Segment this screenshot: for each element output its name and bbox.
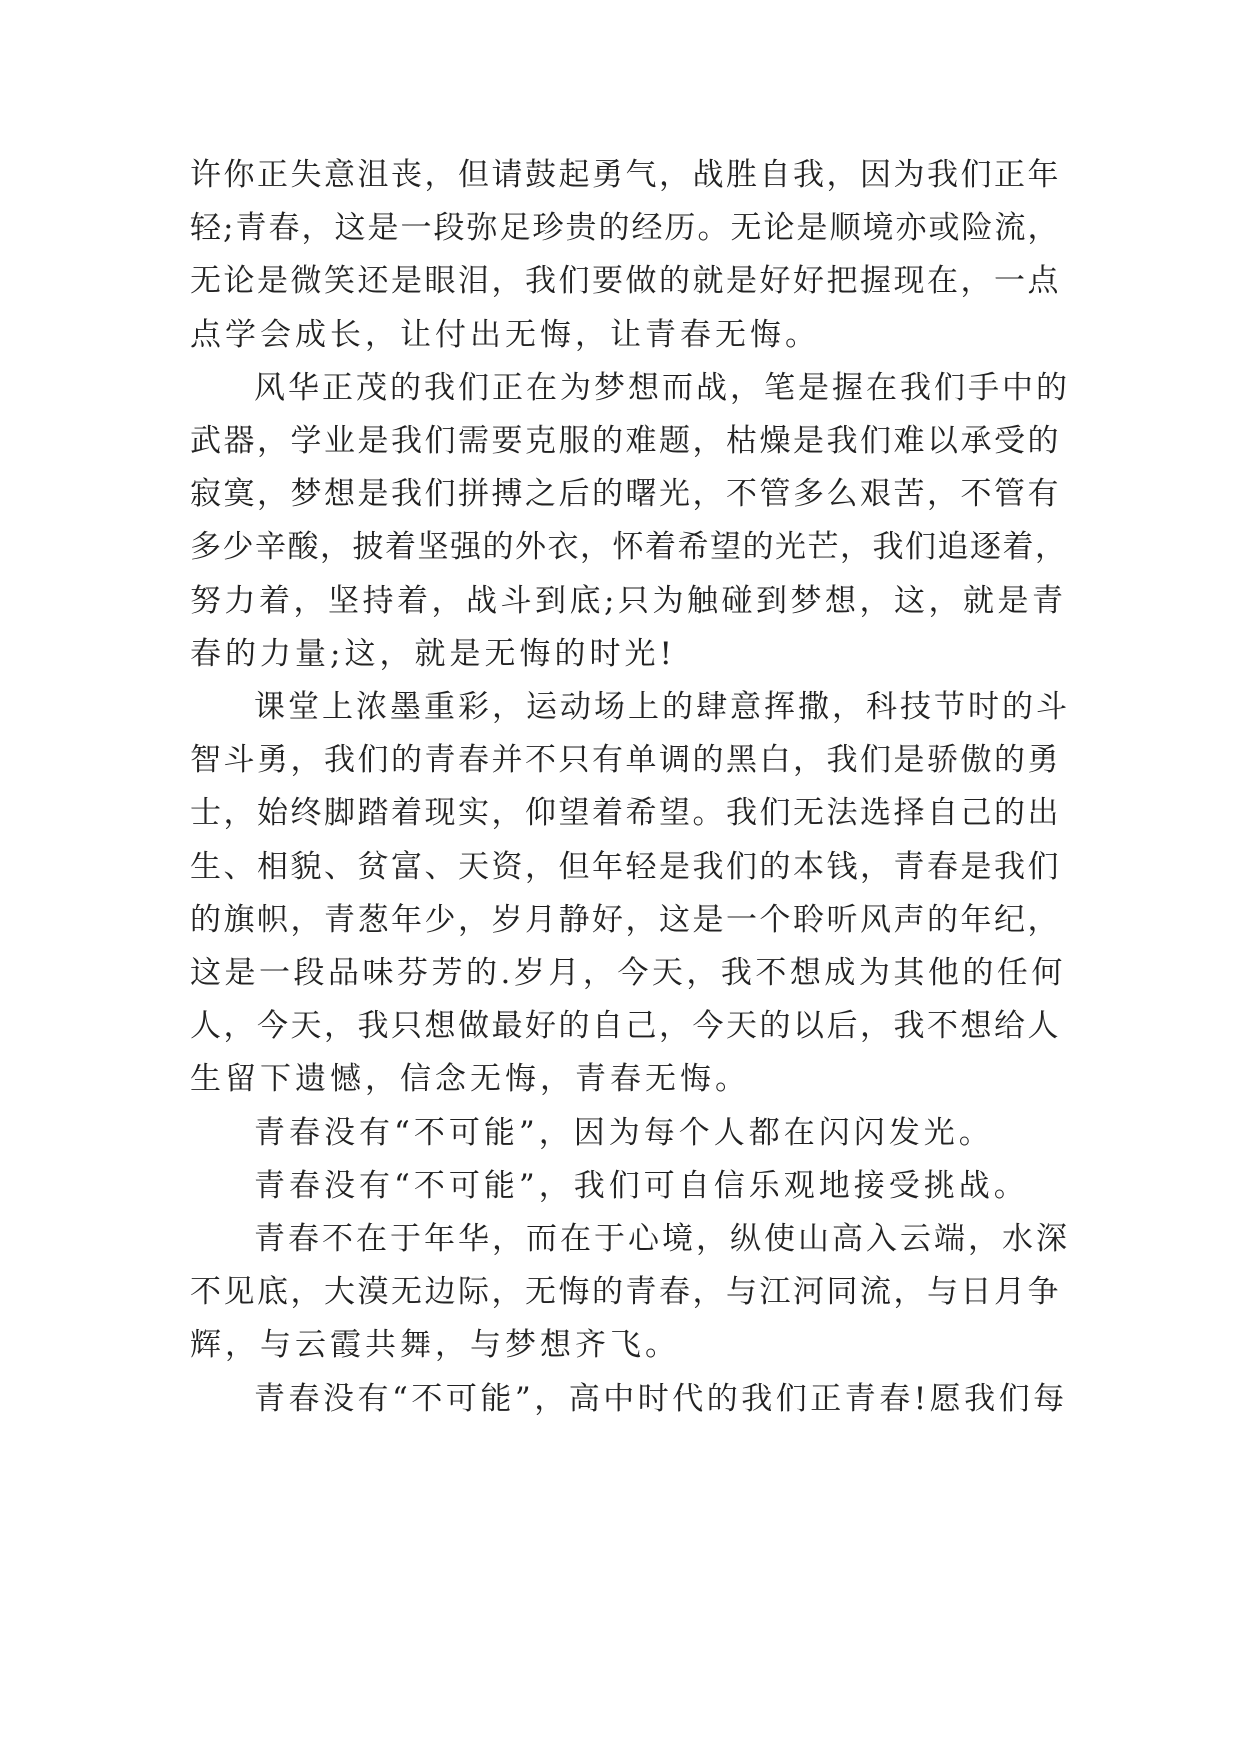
text-line: 无论是微笑还是眼泪，我们要做的就是好好把握现在，一点 <box>190 263 1061 300</box>
text-line: 智斗勇，我们的青春并不只有单调的黑白，我们是骄傲的勇 <box>190 742 1061 779</box>
paragraph-first-line: 课堂上浓墨重彩，运动场上的肆意挥撒，科技节时的斗 <box>254 689 1070 725</box>
paragraph-first-line: 青春没有“不可能”，高中时代的我们正青春!愿我们每 <box>254 1380 1068 1417</box>
text-line: 轻;青春，这是一段弥足珍贵的经历。无论是顺境亦或险流， <box>190 210 1061 247</box>
text-line: 点学会成长，让付出无悔，让青春无悔。 <box>190 316 820 353</box>
paragraph-first-line: 青春没有“不可能”，因为每个人都在闪闪发光。 <box>254 1114 994 1151</box>
text-line: 努力着，坚持着，战斗到底;只为触碰到梦想，这，就是青 <box>190 582 1067 619</box>
text-line: 多少辛酸，披着坚强的外衣，怀着希望的光芒，我们追逐着， <box>190 529 1068 566</box>
text-line: 人，今天，我只想做最好的自己，今天的以后，我不想给人 <box>190 1008 1061 1045</box>
paragraph-first-line: 青春不在于年华，而在于心境，纵使山高入云端，水深 <box>254 1221 1070 1257</box>
text-line: 这是一段品味芬芳的.岁月，今天，我不想成为其他的任何 <box>190 955 1066 991</box>
text-line: 的旗帜，青葱年少，岁月静好，这是一个聆听风声的年纪， <box>190 901 1061 938</box>
text-line: 生留下遗憾，信念无悔，青春无悔。 <box>190 1061 750 1098</box>
text-line: 武器，学业是我们需要克服的难题，枯燥是我们难以承受的 <box>190 423 1061 459</box>
text-line: 许你正失意沮丧，但请鼓起勇气，战胜自我，因为我们正年 <box>190 157 1061 193</box>
paragraph-first-line: 风华正茂的我们正在为梦想而战，笔是握在我们手中的 <box>254 369 1070 406</box>
text-line: 生、相貌、贫富、天资，但年轻是我们的本钱，青春是我们 <box>190 848 1061 885</box>
text-line: 辉，与云霞共舞，与梦想齐飞。 <box>190 1327 680 1364</box>
text-line: 春的力量;这，就是无悔的时光! <box>190 635 676 672</box>
text-line: 寂寞，梦想是我们拼搏之后的曙光，不管多么艰苦，不管有 <box>190 476 1061 513</box>
text-line: 不见底，大漠无边际，无悔的青春，与江河同流，与日月争 <box>190 1274 1061 1311</box>
text-line: 士，始终脚踏着现实，仰望着希望。我们无法选择自己的出 <box>190 795 1061 832</box>
paragraph-first-line: 青春没有“不可能”，我们可自信乐观地接受挑战。 <box>254 1167 1029 1204</box>
